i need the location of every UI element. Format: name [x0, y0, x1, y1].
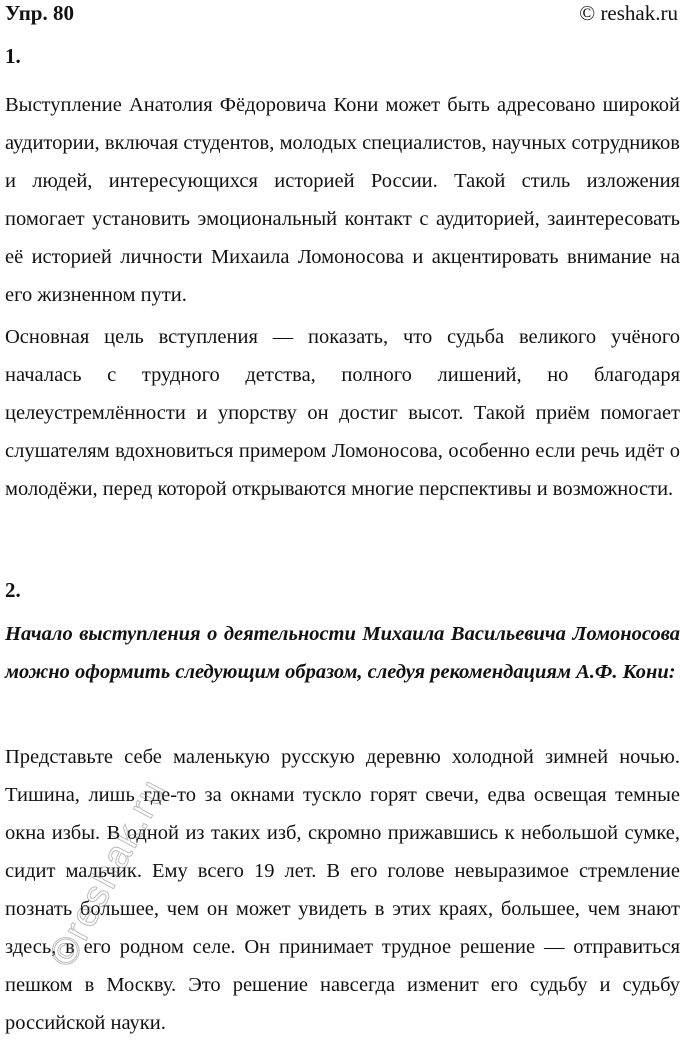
exercise-title: Упр. 80	[5, 0, 74, 25]
section-2-intro: Начало выступления о деятельности Михаила Васильевича Ломоносова можно оформить следующим образом, следуя рекомендациям А.Ф. Кони:	[5, 623, 680, 683]
section-2-paragraph: Представьте себе маленькую русскую деревню холодной зимней ночью. Тишина, лишь где-то за окнами тускло горят свечи, едва освещая темные окна избы. В одной из таких изб, скромно прижавшись к небольшой сумке, сидит мальчик. Ему всего 19 лет. В его голове невыразимое стремление познать большее, чем он может увидеть в этих краях, большее, чем знают здесь, в его родном селе. Он принимает трудное решение — отправиться пешком в Москву. Это решение навсегда изменит его судьбу и судьбу российской науки.	[5, 746, 680, 1034]
section-2-number: 2.	[5, 578, 21, 602]
page-header	[5, 0, 678, 26]
section-1-number: 1.	[5, 44, 21, 68]
copyright-label: © reshak.ru	[579, 0, 678, 25]
section-1-paragraph-1: Выступление Анатолия Фёдоровича Кони может быть адресовано широкой аудитории, включая студентов, молодых специалистов, научных сотрудников и людей, интересующихся историей России. Такой стиль изложения помогает установить эмоциональный контакт с аудиторией, заинтересовать её историей личности Михаила Ломоносова и акцентировать внимание на его жизненном пути.	[5, 94, 680, 306]
section-1-paragraph-2: Основная цель вступления — показать, что судьба великого учёного началась с трудного детства, полного лишений, но благодаря целеустремлённости и упорству он достиг высот. Такой приём помогает слушателям вдохновиться примером Ломоносова, особенно если речь идёт о молодёжи, перед которой открываются многие перспективы и возможности.	[5, 326, 680, 500]
watermark-text: ©reshak.ru	[41, 771, 176, 974]
